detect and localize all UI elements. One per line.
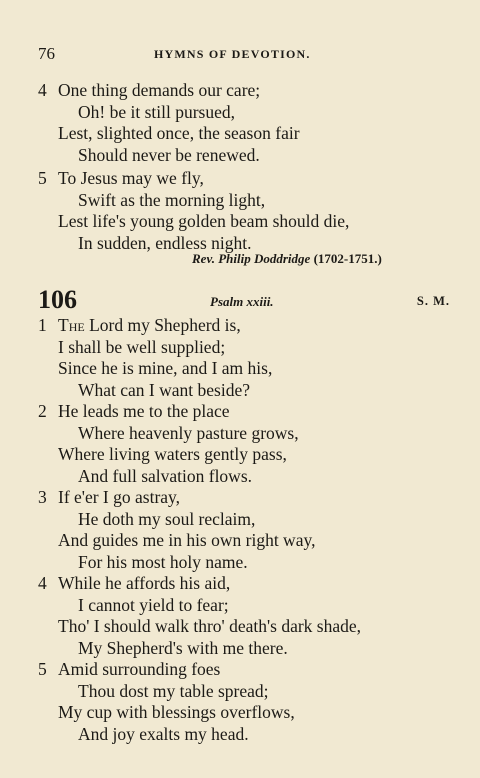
stanza-number: 3: [38, 487, 47, 507]
stanza-line: Oh! be it still pursued,: [78, 101, 235, 122]
author-dates: (1702-1751.): [313, 251, 382, 266]
stanza-line: Thou dost my table spread;: [78, 680, 269, 701]
running-title: HYMNS OF DEVOTION.: [154, 47, 311, 61]
stanza-line: Lest life's young golden beam should die,: [58, 211, 350, 232]
stanza-line: He doth my soul reclaim,: [78, 508, 256, 529]
stanza-line: And joy exalts my head.: [78, 723, 249, 744]
stanza-line: Where heavenly pasture grows,: [78, 422, 299, 443]
author-attribution: [192, 251, 382, 267]
stanza-line: 3 If e'er I go astray,: [38, 487, 181, 507]
hymn-source: Psalm xxiii.: [210, 294, 274, 309]
stanza-number: 2: [38, 401, 47, 421]
stanza-line: 5 Amid surrounding foes: [38, 659, 221, 679]
prev-hymn-stanza-4: [38, 80, 300, 166]
stanza-line: Should never be renewed.: [78, 144, 260, 165]
stanza-line: 1 The Lord my Shepherd is,: [38, 315, 241, 335]
page-number: 76: [38, 44, 55, 63]
stanza-line: Since he is mine, and I am his,: [58, 358, 273, 379]
stanza-line: For his most holy name.: [78, 551, 248, 572]
stanza-number: 4: [38, 80, 47, 100]
stanza-number: 5: [38, 659, 47, 679]
hymn-number: 106: [38, 285, 77, 314]
stanza-number: 5: [38, 168, 47, 188]
stanza-line: My Shepherd's with me there.: [78, 637, 288, 658]
stanza-number: 1: [38, 315, 47, 335]
stanza-line: My cup with blessings overflows,: [58, 702, 295, 723]
hymn-meter: S. M.: [416, 294, 450, 308]
hymn-stanza-1: [38, 315, 272, 401]
hymn-stanza-2: [38, 401, 299, 487]
hymn-stanza-5: [38, 659, 295, 745]
stanza-line: 2 He leads me to the place: [38, 401, 230, 421]
stanza-line: Tho' I should walk thro' death's dark shade,: [58, 616, 362, 637]
stanza-line: I cannot yield to fear;: [78, 594, 229, 615]
stanza-line: Lest, slighted once, the season fair: [58, 123, 300, 144]
stanza-line: 4 While he affords his aid,: [38, 573, 231, 593]
first-word: The: [58, 315, 85, 335]
hymn-stanza-3: [38, 487, 315, 573]
stanza-line: In sudden, endless night.: [78, 232, 252, 253]
stanza-line: 4 One thing demands our care;: [38, 80, 261, 100]
author-name: Rev. Philip Doddridge: [192, 251, 311, 266]
stanza-line: And guides me in his own right way,: [58, 530, 316, 551]
hymn-stanza-4: [38, 573, 361, 659]
prev-hymn-stanza-5: [38, 168, 349, 254]
stanza-line: Where living waters gently pass,: [58, 444, 287, 465]
hymn-heading: [38, 285, 450, 314]
stanza-number: 4: [38, 573, 47, 593]
stanza-line: I shall be well supplied;: [58, 336, 226, 357]
stanza-line: What can I want beside?: [78, 379, 251, 400]
stanza-line: And full salvation flows.: [78, 465, 253, 486]
stanza-line: 5 To Jesus may we fly,: [38, 168, 204, 188]
page-header: [38, 44, 438, 64]
stanza-line: Swift as the morning light,: [78, 189, 266, 210]
